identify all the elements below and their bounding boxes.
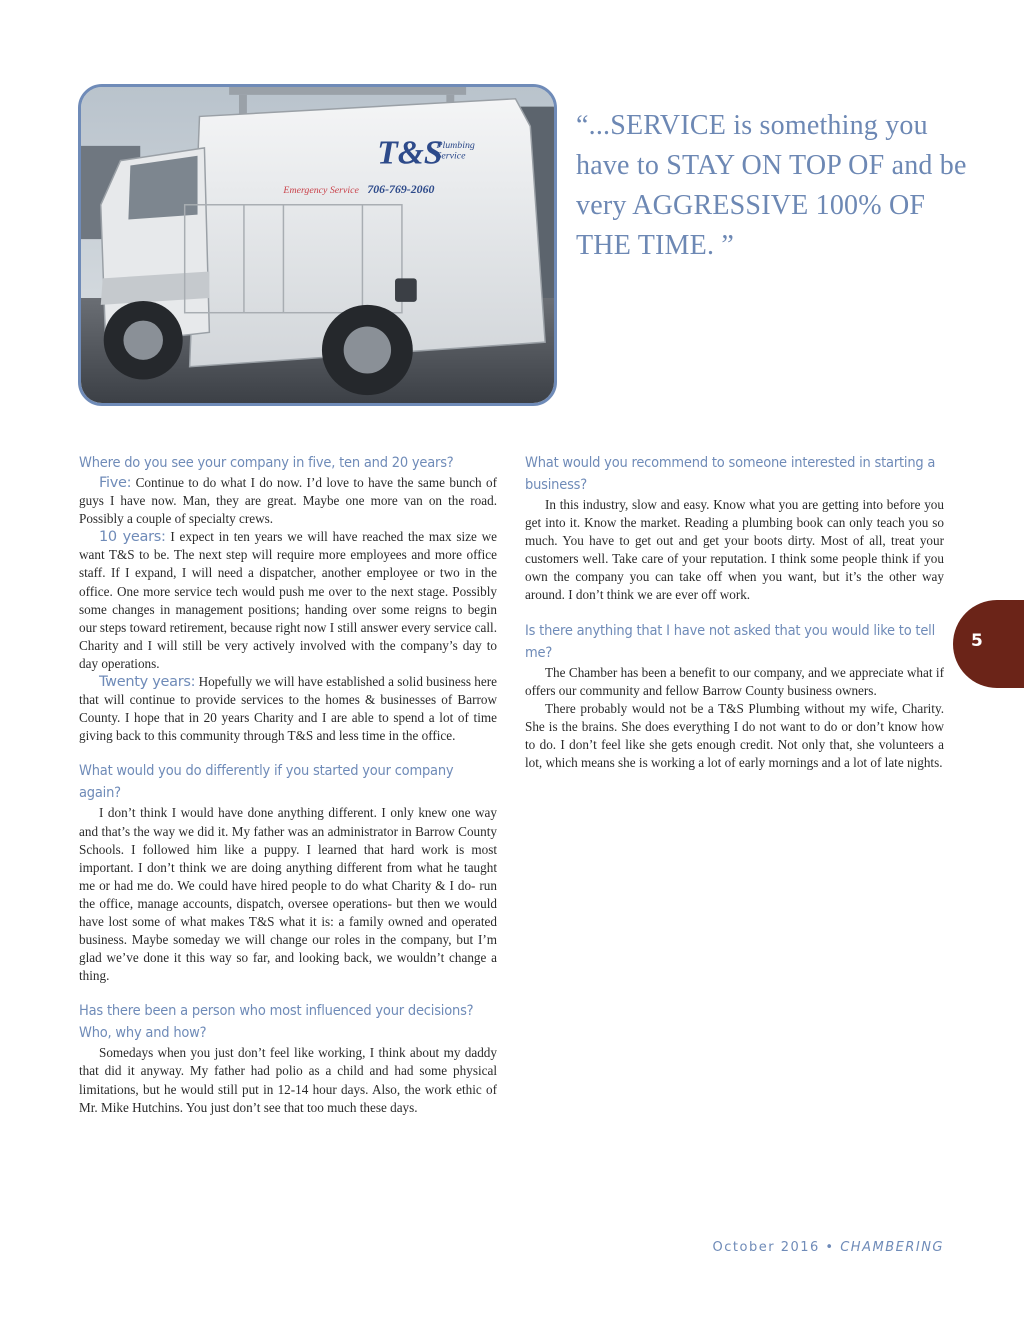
footer-magazine: CHAMBERING — [840, 1240, 944, 1255]
question-heading: Is there anything that I have not asked that you would like to tell me? — [525, 622, 936, 661]
answer-paragraph — [79, 673, 497, 745]
van-logo: T&S — [377, 134, 443, 172]
question-heading: What would you do differently if you started your company again? — [79, 763, 454, 802]
page-number: 5 — [971, 631, 983, 651]
answer-paragraph: The Chamber has been a benefit to our company, and we appreciate what if offers our community and fellow Barrow County business owners. — [525, 664, 944, 698]
left-column — [79, 452, 497, 1117]
answer-text: Continue to do what I do now. I’d love to have the same bunch of guys I have now. Man, they are great. Maybe one more van on the road. Possibly a couple of specialty crews. — [79, 475, 497, 527]
footer — [713, 1240, 944, 1255]
van-photo — [78, 84, 557, 406]
van-tagline: Emergency Service — [283, 185, 359, 196]
answer-lead: 10 years: — [99, 529, 166, 546]
van-logo-sub1: Plumbing — [436, 139, 475, 151]
answer-paragraph: I don’t think I would have done anything different. I only knew one way and that’s the way we did it. My father was an administrator in Barrow County Schools. I followed him like a puppy. I learned that hard work is most important. I don’t think we are doing anything different from what he taught me or had me do. We could have hired people to do what Charity & I do- run the office, manage accounts, dispatch, oversee operations- but then we would have lost some of what makes T&S what it is: a family owned and operated business. Maybe someday we will change our roles in the company, but I’m glad we’ve done it this way so far, and looking back, we wouldn’t change a thing. — [79, 805, 497, 984]
van-illustration — [81, 87, 554, 403]
answer-paragraph: In this industry, slow and easy. Know what you are getting into before you get into it. Know the market. Reading a plumbing book can only teach you so much. You have to get out and get your boots dirty. Most of all, treat your customers well. Take care of your reputation. I think some people think if you own the company you can take off when you want, but it’s the other way around. I don’t think we are ever off work. — [525, 497, 944, 603]
van-logo-sub2: Service — [436, 150, 466, 162]
page-number-tab — [953, 600, 1024, 688]
answer-paragraph — [79, 528, 497, 673]
answer-paragraph: There probably would not be a T&S Plumbing without my wife, Charity. She is the brains. She does everything I do not want to do or don’t know how to do. I don’t feel like she gets enough credit. Not only that, she volunteers a lot, which means she is working a lot of early mornings and a lot of late nights. — [525, 700, 944, 771]
right-column — [525, 452, 944, 772]
question-heading: Where do you see your company in five, ten and 20 years? — [79, 455, 454, 471]
van-phone: 706-769-2060 — [367, 182, 435, 196]
answer-paragraph — [79, 474, 497, 528]
answer-paragraph: Somedays when you just don’t feel like working, I think about my daddy that did it anyway. My father had polio as a child and had some physical limitations, but he would still put in 12-14 hour days. Also, the work ethic of Mr. Mike Hutchins. You just don’t see that too much these days. — [79, 1045, 497, 1115]
question-heading: Has there been a person who most influenced your decisions? Who, why and how? — [79, 1003, 474, 1042]
question-heading: What would you recommend to someone interested in starting a business? — [525, 455, 936, 493]
footer-date: October 2016 • — [712, 1240, 841, 1255]
answer-lead: Twenty years: — [99, 674, 196, 691]
answer-lead: Five: — [99, 475, 132, 491]
pull-quote: “...SERVICE is something you have to STAY ON TOP OF and be very AGGRESSIVE 100% OF THE TIME. ” — [576, 110, 967, 261]
answer-text: Hopefully we will have established a solid business here that will continue to provide services to the homes & businesses of Barrow County. I hope that in 20 years Charity and I are able to spend a lot of time giving back to this community through T&S and less time in the office. — [79, 674, 497, 744]
answer-text: I expect in ten years we will have reached the max size we want T&S to be. The next step will require more employees and more office staff. If I expand, I will need a dispatcher, another employee or two in the office. One more service tech would push me over to the next stage. Possibly some changes in management positions; handing over some reigns to begin our steps toward retirement, because right now I still answer every service call. Charity and I will still be very actively involved with the company’s day to day operations. — [79, 529, 498, 671]
